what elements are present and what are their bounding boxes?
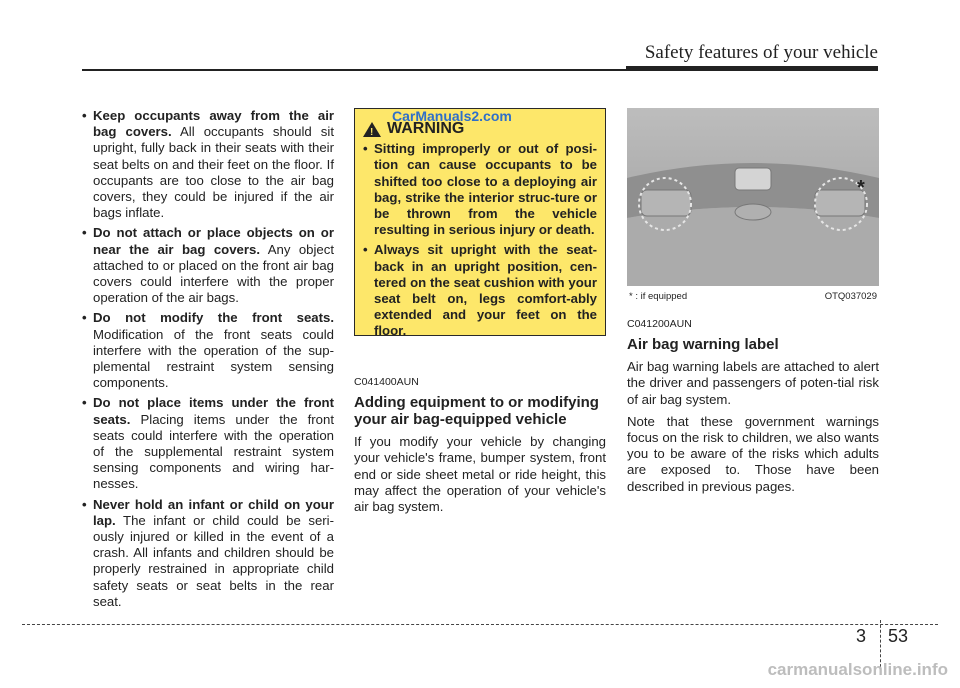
section-title: Air bag warning label xyxy=(627,336,779,354)
figure-id: OTQ037029 xyxy=(824,290,877,302)
asterisk-marker: * xyxy=(857,177,865,199)
vehicle-interior-illustration xyxy=(627,108,879,286)
bullet-text: All occupants should sit upright, fully back in their seats with their seat belts on and their feet on the floor. If occupants are too close to the air bag covers, they could be injured if the air bags inflate. xyxy=(93,124,334,221)
warning-box xyxy=(354,108,606,339)
bullet-lead: Do not attach or place objects on or near the air bag covers. xyxy=(93,225,334,257)
warning-triangle-icon: ! xyxy=(363,122,381,137)
precaution-list xyxy=(82,108,334,610)
warning-list xyxy=(363,141,597,339)
bullet-text: Any object attached to or placed on the front air bag covers could interfere with the proper operation of the air bags. xyxy=(93,241,335,306)
list-item xyxy=(82,497,334,610)
column-middle xyxy=(354,108,606,521)
bullet-lead: Do not modify the front seats. xyxy=(93,310,334,326)
bullet-lead: Never hold an infant or child on your lap. xyxy=(93,496,334,528)
footer-rule xyxy=(22,624,938,625)
bullet-lead: Do not place items under the front seats. xyxy=(93,395,334,427)
header-title: Safety features of your vehicle xyxy=(644,42,878,63)
chapter-number: 3 xyxy=(856,626,867,646)
page-number: 53 xyxy=(888,626,909,646)
header-rule-accent xyxy=(626,66,878,71)
figure-caption xyxy=(627,286,879,308)
column-right xyxy=(627,108,879,501)
section-code: C041400AUN xyxy=(354,376,419,388)
airbag-label-figure xyxy=(627,108,879,308)
list-item xyxy=(82,108,334,221)
column-left xyxy=(82,108,334,614)
section-paragraph: Air bag warning labels are attached to alert the driver and passengers of poten-tial risk of air bag system. xyxy=(627,359,879,407)
site-watermark: carmanualsonline.info xyxy=(767,660,948,679)
figure-note: * : if equipped xyxy=(629,290,688,302)
list-item xyxy=(82,395,334,492)
list-item xyxy=(82,310,334,391)
list-item: • Sitting improperly or out of posi-tion can cause occupants to be shifted too close to a deploying air bag, strike the interior struc-ture or be thrown from the vehicle resulting in serious injury or death. xyxy=(363,141,597,238)
bullet-lead: Keep occupants away from the air bag covers. xyxy=(93,108,334,140)
bullet-text: The infant or child could be seri-ously injured or killed in the event of a crash. All infants and children should be properly restrained in appropriate child safety seats or seat belts in the rear seat. xyxy=(93,512,334,609)
bullet-text: Placing items under the front seats could interfere with the operation of the supplemental restraint system sensing components and wiring har-nesses. xyxy=(93,411,334,492)
list-item xyxy=(82,225,334,306)
section-code: C041200AUN xyxy=(627,318,692,330)
bullet-text: Modification of the front seats could interfere with the operation of the sup-plemental restraint system sensing components. xyxy=(93,326,334,391)
list-item: • Always sit upright with the seat-back in an upright position, cen-tered on the seat cushion with your seat belt on, legs comfort-ably extended and your feet on the floor. xyxy=(363,242,597,339)
section-paragraph: Note that these government warnings focus on the risk to children, we also wants you to be aware of the risks which adults are exposed to. Those have been described in previous pages. xyxy=(627,413,879,494)
watermark-text: CarManuals2.com xyxy=(392,108,512,124)
section-body: If you modify your vehicle by changing your vehicle's frame, bumper system, front end or side sheet metal or ride height, this may affect the operation of your vehicle's air bag system. xyxy=(354,434,606,515)
warning-title: WARNING xyxy=(387,120,465,137)
section-title: Adding equipment to or modifying your air bag-equipped vehicle xyxy=(354,394,599,429)
